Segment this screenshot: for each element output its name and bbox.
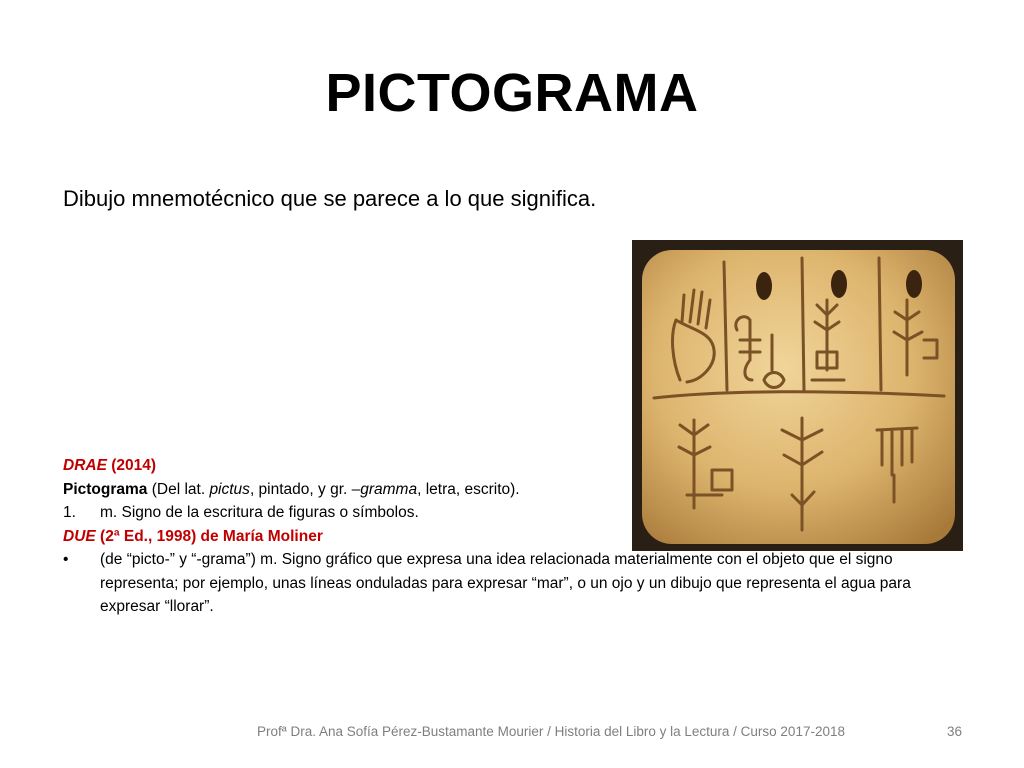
- slide-title: PICTOGRAMA: [325, 63, 699, 123]
- entry-text-2: , pintado, y gr.: [249, 480, 352, 498]
- item-number: 1.: [63, 504, 76, 521]
- drae-entry: [63, 478, 968, 502]
- due-rest: (2ª Ed., 1998) de María Moliner: [95, 527, 323, 545]
- entry-word: Pictograma: [63, 480, 148, 498]
- page-number: 36: [946, 724, 962, 739]
- drae-year: (2014): [106, 457, 157, 474]
- due-definition: (de “picto-” y “-grama”) m. Signo gráfico que expresa una idea relacionada materialmente con el objeto que el signo representa; por ejemplo, unas líneas onduladas para expresar “mar”, o un ojo y un dibujo que representa el agua para expresar “llorar”.: [100, 551, 911, 615]
- due-source: DUE: [63, 527, 96, 545]
- entry-pictus: pictus: [209, 480, 250, 498]
- due-bullet-item: [63, 548, 968, 619]
- bullet-glyph: •: [63, 551, 69, 568]
- footer-text: Profª Dra. Ana Sofía Pérez-Bustamante Mourier / Historia del Libro y la Lectura / Curso 2017-2018: [256, 724, 845, 739]
- slide-subtitle: Dibujo mnemotécnico que se parece a lo que significa.: [63, 186, 597, 211]
- drae-source: DRAE: [63, 457, 107, 474]
- drae-heading: [63, 454, 968, 478]
- entry-text-1: (Del lat.: [147, 480, 210, 498]
- numbered-item: [63, 501, 968, 525]
- due-heading: [63, 525, 968, 549]
- entry-gramma: –gramma: [351, 480, 418, 498]
- item-text: m. Signo de la escritura de figuras o símbolos.: [100, 504, 419, 521]
- reference-block: [63, 454, 968, 619]
- entry-text-3: , letra, escrito).: [417, 480, 520, 498]
